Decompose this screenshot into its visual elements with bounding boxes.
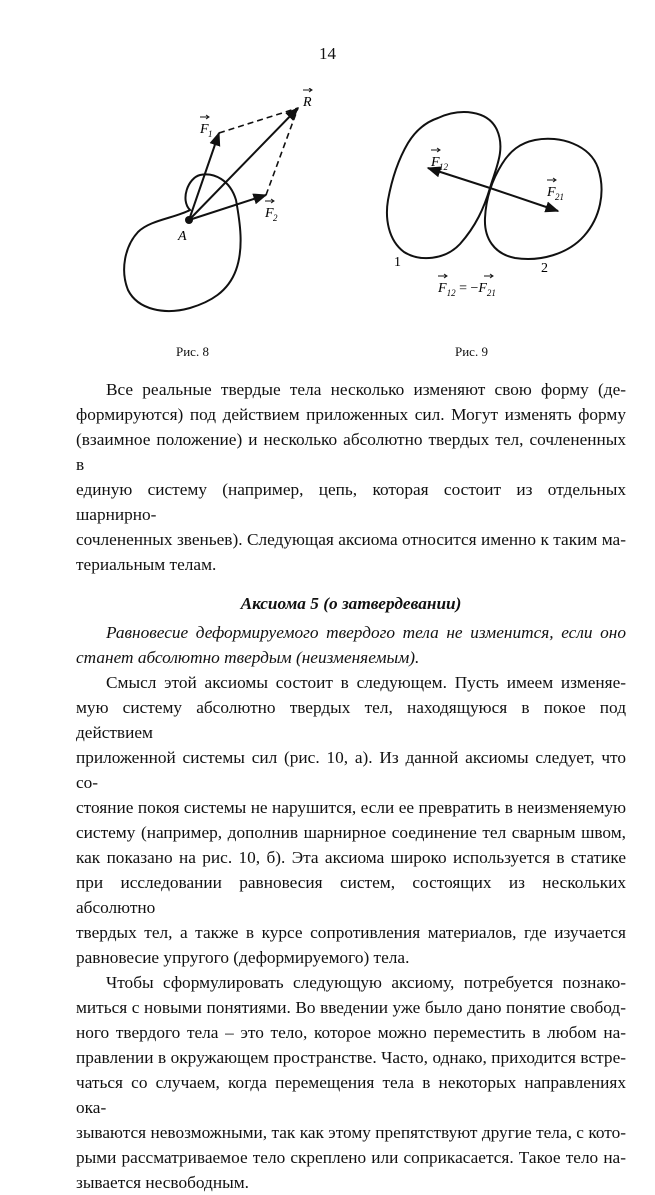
text-line: Чтобы сформулировать следующую аксиому, потребуется познако-	[106, 973, 626, 992]
text-line: как показано на рис. 10, б). Эта аксиома широко используется в статике	[76, 848, 626, 867]
paragraph-2	[76, 670, 626, 970]
svg-text:21: 21	[555, 192, 564, 202]
text-line: (взаимное положение) и несколько абсолютно твердых тел, сочлененных в	[76, 430, 626, 474]
force-f12-arrow	[428, 168, 490, 188]
text-line: формируются) под действием приложенных сил. Могут изменять форму	[76, 405, 626, 424]
text-line: Смысл этой аксиомы состоит в следующем. Пусть имеем изменяе-	[106, 673, 626, 692]
svg-text:F: F	[265, 206, 274, 221]
figure-8	[110, 88, 340, 320]
svg-text:F: F	[431, 155, 440, 170]
text-line: стояние покоя системы не нарушится, если ее превратить в неизменяемую	[76, 798, 626, 817]
svg-text:F: F	[200, 122, 209, 137]
text-line: Все реальные твердые тела несколько изменяют свою форму (де-	[106, 380, 626, 399]
axiom-statement	[76, 620, 626, 670]
label-body-2: 2	[541, 261, 548, 276]
text-line: Равновесие деформируемого твердого тела не изменится, если оно	[106, 623, 626, 642]
svg-text:2: 2	[273, 213, 278, 223]
axiom-heading: Аксиома 5 (о затвердевании)	[240, 594, 462, 613]
paragraph-1	[76, 377, 626, 577]
text-line: равновесие упругого (деформируемого) тела.	[76, 948, 410, 967]
text-line: твердых тел, а также в курсе сопротивления материалов, где изучается	[76, 923, 626, 942]
equation-f12-f21	[437, 274, 496, 298]
body-2-outline	[485, 139, 602, 259]
paragraph-3	[76, 970, 626, 1195]
text-line: ного твердого тела – это тело, которое можно переместить в любом на-	[76, 1023, 626, 1042]
point-a	[185, 216, 193, 224]
body-text	[76, 377, 626, 1195]
text-line: миться с новыми понятиями. Во введении уже было дано понятие свобод-	[76, 998, 626, 1017]
text-line: приложенной системы сил (рис. 10, а). Из данной аксиомы следует, что со-	[76, 748, 626, 792]
text-line: зывается несвободным.	[76, 1173, 249, 1192]
label-a: A	[178, 229, 187, 244]
svg-text:F: F	[547, 185, 556, 200]
label-f12	[430, 148, 449, 172]
label-body-1: 1	[394, 255, 401, 270]
text-line: мую систему абсолютно твердых тел, находящуюся в покое под действием	[76, 698, 626, 742]
label-f2	[264, 199, 278, 223]
text-line: систему (например, дополнив шарнирное соединение тел сварным швом,	[76, 823, 626, 842]
label-f1	[199, 115, 213, 139]
figure-8-caption: Рис. 8	[176, 344, 209, 359]
text-line: рыми рассматриваемое тело скреплено или соприкасается. Такое тело на-	[76, 1148, 626, 1167]
svg-text:R: R	[303, 95, 312, 110]
text-line: сочлененных звеньев). Следующая аксиома относится именно к таким ма-	[76, 530, 626, 549]
text-line: единую систему (например, цепь, которая состоит из отдельных шарнирно-	[76, 480, 626, 524]
svg-text:12: 12	[439, 162, 448, 172]
text-line: станет абсолютно твердым (неизменяемым).	[76, 648, 420, 667]
text-line: зываются невозможными, так как этому препятствуют другие тела, с кото-	[76, 1123, 626, 1142]
figure-9-caption: Рис. 9	[455, 344, 488, 359]
svg-text:1: 1	[208, 129, 213, 139]
svg-text:F12 = −F21: $F_{12} = -F_{21}$	[438, 281, 496, 298]
figure-9	[380, 100, 610, 310]
page-number: 14	[319, 44, 336, 63]
label-f21	[546, 178, 564, 202]
dashed-line-f2-r	[266, 108, 298, 195]
text-line: правлении в окружающем пространстве. Часто, однако, приходится встре-	[76, 1048, 626, 1067]
label-r	[302, 88, 312, 110]
text-line: при исследовании равновесия систем, состоящих из нескольких абсолютно	[76, 873, 626, 917]
text-line: териальным телам.	[76, 555, 217, 574]
text-line: чаться со случаем, когда перемещения тела в некоторых направлениях ока-	[76, 1073, 626, 1117]
